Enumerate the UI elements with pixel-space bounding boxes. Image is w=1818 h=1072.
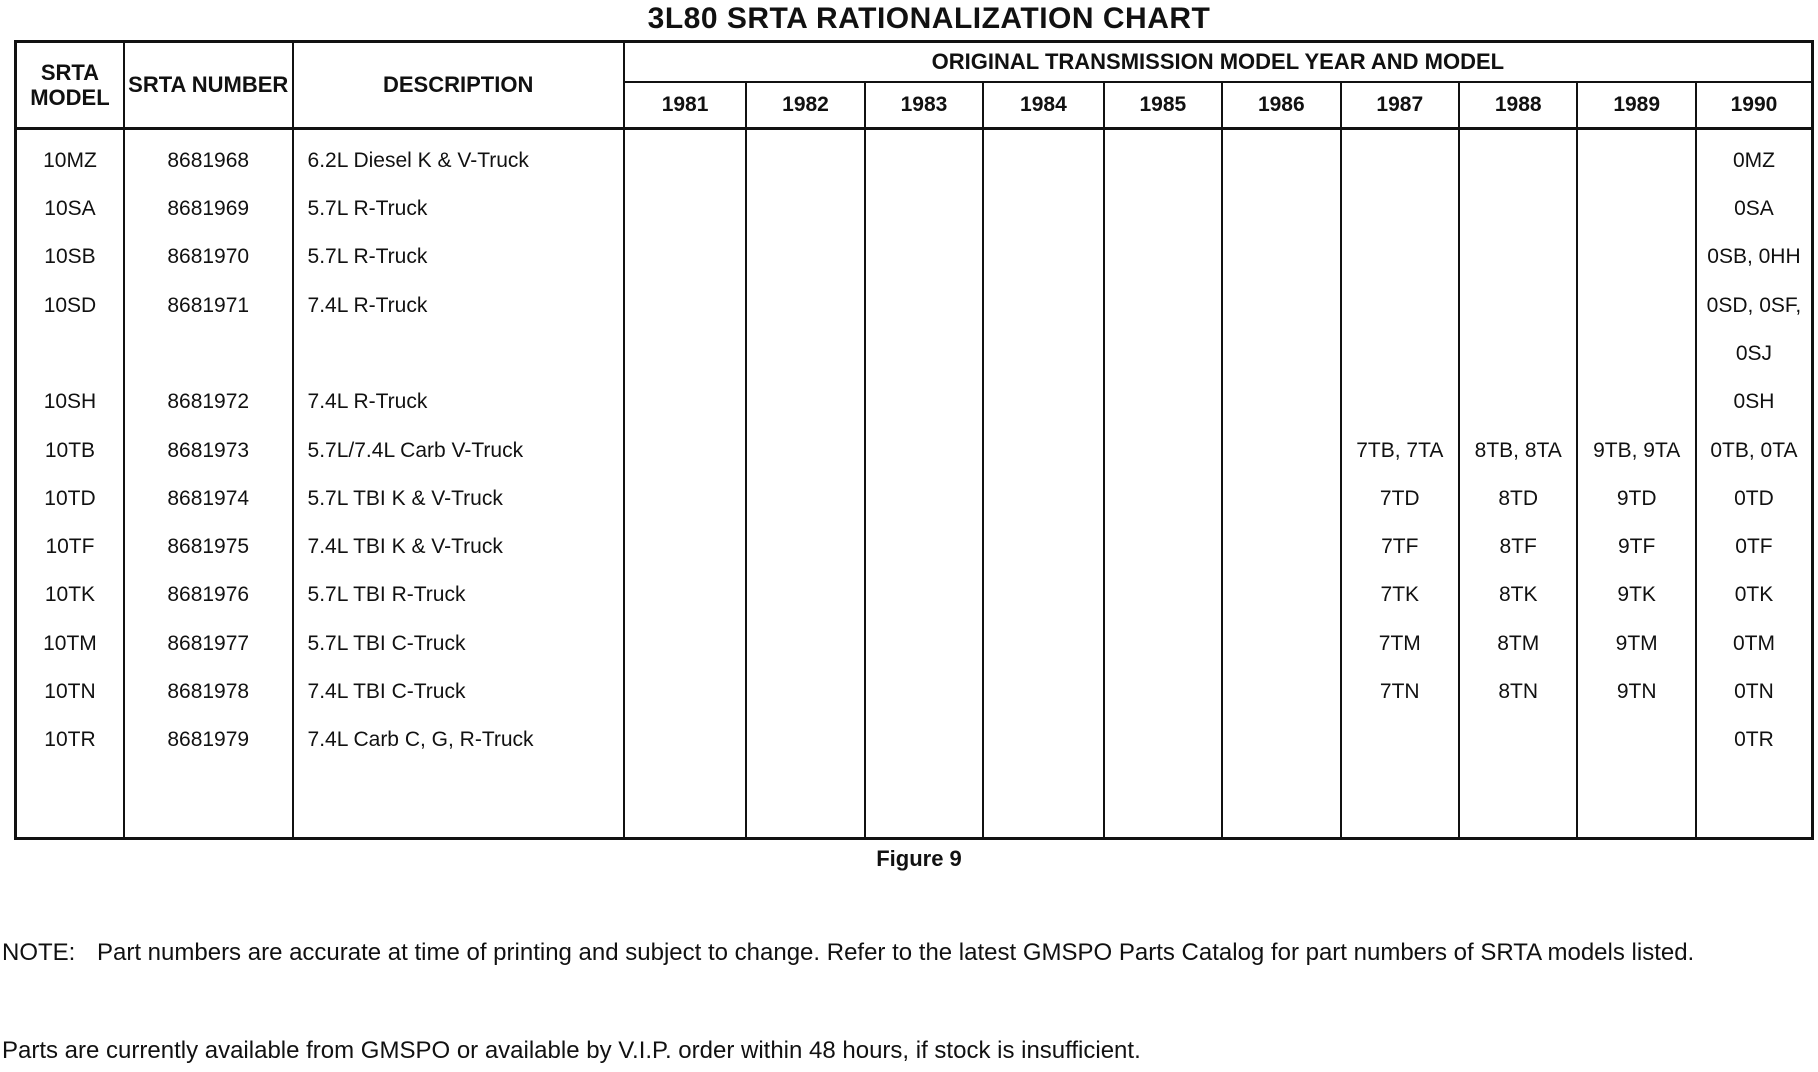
- year-cell-1988: [1459, 185, 1577, 233]
- year-cell-1985: [1104, 378, 1222, 426]
- year-cell-1984: [983, 716, 1103, 764]
- header-year-1985: 1985: [1104, 82, 1222, 129]
- year-cell-1983: [865, 716, 983, 764]
- table-row: [16, 378, 1813, 426]
- header-year-1987: 1987: [1341, 82, 1459, 129]
- srta-model-cell: [16, 330, 124, 378]
- year-cell-1986: [1222, 330, 1340, 378]
- year-cell-1988: 8TN: [1459, 668, 1577, 716]
- year-cell-1990: 0SD, 0SF,: [1696, 282, 1813, 330]
- table-row: [16, 233, 1813, 281]
- year-cell-1982: [746, 330, 864, 378]
- srta-number-cell: 8681973: [124, 426, 293, 474]
- year-cell-1986: [1222, 378, 1340, 426]
- description-cell: 5.7L R-Truck: [293, 233, 624, 281]
- blank-cell: [1577, 764, 1695, 838]
- blank-cell: [124, 764, 293, 838]
- blank-row: [16, 764, 1813, 838]
- blank-cell: [1341, 764, 1459, 838]
- blank-cell: [865, 764, 983, 838]
- year-cell-1985: [1104, 129, 1222, 186]
- year-cell-1988: 8TD: [1459, 475, 1577, 523]
- year-cell-1982: [746, 129, 864, 186]
- year-cell-1988: [1459, 282, 1577, 330]
- blank-cell: [983, 764, 1103, 838]
- year-cell-1987: [1341, 282, 1459, 330]
- description-cell: 5.7L TBI C-Truck: [293, 620, 624, 668]
- year-cell-1982: [746, 668, 864, 716]
- header-year-1988: 1988: [1459, 82, 1577, 129]
- blank-cell: [746, 764, 864, 838]
- srta-model-cell: 10TK: [16, 571, 124, 619]
- year-cell-1983: [865, 330, 983, 378]
- year-cell-1983: [865, 620, 983, 668]
- year-cell-1985: [1104, 571, 1222, 619]
- year-cell-1990: 0TR: [1696, 716, 1813, 764]
- year-cell-1989: [1577, 716, 1695, 764]
- year-cell-1985: [1104, 233, 1222, 281]
- year-cell-1984: [983, 571, 1103, 619]
- year-cell-1987: 7TM: [1341, 620, 1459, 668]
- blank-cell: [1104, 764, 1222, 838]
- chart-title: 3L80 SRTA RATIONALIZATION CHART: [647, 2, 1211, 35]
- year-cell-1989: [1577, 282, 1695, 330]
- year-cell-1989: [1577, 330, 1695, 378]
- header-description: DESCRIPTION: [293, 42, 624, 129]
- description-cell: 5.7L/7.4L Carb V-Truck: [293, 426, 624, 474]
- header-year-1989: 1989: [1577, 82, 1695, 129]
- description-cell: 7.4L TBI K & V-Truck: [293, 523, 624, 571]
- year-cell-1988: 8TK: [1459, 571, 1577, 619]
- year-cell-1986: [1222, 571, 1340, 619]
- year-cell-1986: [1222, 129, 1340, 186]
- note-text: Part numbers are accurate at time of printing and subject to change. Refer to the latest GMSPO Parts Catalog for part numbers of SRTA models listed.: [97, 939, 1695, 966]
- year-cell-1990: 0TK: [1696, 571, 1813, 619]
- srta-number-cell: 8681972: [124, 378, 293, 426]
- year-cell-1982: [746, 426, 864, 474]
- year-cell-1987: [1341, 378, 1459, 426]
- year-cell-1985: [1104, 668, 1222, 716]
- year-cell-1983: [865, 426, 983, 474]
- year-cell-1990: 0TB, 0TA: [1696, 426, 1813, 474]
- srta-model-cell: 10TF: [16, 523, 124, 571]
- year-cell-1982: [746, 716, 864, 764]
- year-cell-1986: [1222, 475, 1340, 523]
- year-cell-1981: [624, 282, 746, 330]
- description-cell: 7.4L R-Truck: [293, 378, 624, 426]
- year-cell-1983: [865, 129, 983, 186]
- srta-model-cell: 10SD: [16, 282, 124, 330]
- srta-model-cell: 10TN: [16, 668, 124, 716]
- header-year-1990: 1990: [1696, 82, 1813, 129]
- srta-number-cell: 8681970: [124, 233, 293, 281]
- srta-number-cell: [124, 330, 293, 378]
- srta-model-cell: 10SH: [16, 378, 124, 426]
- description-cell: [293, 330, 624, 378]
- year-cell-1990: 0SH: [1696, 378, 1813, 426]
- year-cell-1985: [1104, 475, 1222, 523]
- note-block: [2, 937, 1762, 968]
- blank-cell: [16, 764, 124, 838]
- year-cell-1990: 0MZ: [1696, 129, 1813, 186]
- srta-model-cell: 10SA: [16, 185, 124, 233]
- year-cell-1982: [746, 571, 864, 619]
- year-cell-1981: [624, 475, 746, 523]
- year-cell-1989: 9TK: [1577, 571, 1695, 619]
- description-cell: 6.2L Diesel K & V-Truck: [293, 129, 624, 186]
- year-cell-1987: [1341, 129, 1459, 186]
- year-cell-1983: [865, 233, 983, 281]
- year-cell-1981: [624, 330, 746, 378]
- year-cell-1984: [983, 426, 1103, 474]
- srta-number-cell: 8681971: [124, 282, 293, 330]
- srta-number-cell: 8681969: [124, 185, 293, 233]
- description-cell: 5.7L TBI R-Truck: [293, 571, 624, 619]
- year-cell-1984: [983, 233, 1103, 281]
- blank-cell: [1222, 764, 1340, 838]
- srta-number-cell: 8681977: [124, 620, 293, 668]
- srta-model-cell: 10TD: [16, 475, 124, 523]
- year-cell-1988: 8TM: [1459, 620, 1577, 668]
- year-cell-1987: [1341, 330, 1459, 378]
- description-cell: 7.4L R-Truck: [293, 282, 624, 330]
- figure-caption: Figure 9: [876, 846, 962, 871]
- year-cell-1990: 0TD: [1696, 475, 1813, 523]
- year-cell-1985: [1104, 330, 1222, 378]
- table-row: [16, 571, 1813, 619]
- year-cell-1984: [983, 378, 1103, 426]
- year-cell-1987: 7TF: [1341, 523, 1459, 571]
- year-cell-1987: 7TB, 7TA: [1341, 426, 1459, 474]
- year-cell-1983: [865, 475, 983, 523]
- year-cell-1988: [1459, 330, 1577, 378]
- srta-number-cell: 8681968: [124, 129, 293, 186]
- year-cell-1985: [1104, 620, 1222, 668]
- year-cell-1984: [983, 129, 1103, 186]
- rationalization-table: [14, 40, 1814, 840]
- year-cell-1988: [1459, 378, 1577, 426]
- year-cell-1989: [1577, 185, 1695, 233]
- year-cell-1989: 9TD: [1577, 475, 1695, 523]
- year-cell-1985: [1104, 282, 1222, 330]
- year-cell-1984: [983, 475, 1103, 523]
- year-cell-1989: [1577, 378, 1695, 426]
- year-cell-1982: [746, 620, 864, 668]
- year-cell-1984: [983, 668, 1103, 716]
- table-row: [16, 523, 1813, 571]
- year-cell-1990: 0TM: [1696, 620, 1813, 668]
- year-cell-1988: [1459, 129, 1577, 186]
- year-cell-1987: 7TK: [1341, 571, 1459, 619]
- year-cell-1981: [624, 378, 746, 426]
- table-body: [16, 129, 1813, 839]
- table-row: [16, 129, 1813, 186]
- year-cell-1982: [746, 185, 864, 233]
- year-cell-1984: [983, 185, 1103, 233]
- table-row: [16, 185, 1813, 233]
- year-cell-1989: 9TM: [1577, 620, 1695, 668]
- note-label: NOTE:: [2, 939, 76, 966]
- year-cell-1985: [1104, 523, 1222, 571]
- table-row: [16, 426, 1813, 474]
- header-year-group: ORIGINAL TRANSMISSION MODEL YEAR AND MODEL: [624, 42, 1813, 83]
- blank-cell: [293, 764, 624, 838]
- blank-cell: [1696, 764, 1813, 838]
- year-cell-1986: [1222, 620, 1340, 668]
- header-year-1982: 1982: [746, 82, 864, 129]
- srta-number-cell: 8681975: [124, 523, 293, 571]
- year-cell-1986: [1222, 523, 1340, 571]
- year-cell-1987: [1341, 185, 1459, 233]
- srta-model-cell: 10TM: [16, 620, 124, 668]
- year-cell-1987: 7TD: [1341, 475, 1459, 523]
- year-cell-1981: [624, 716, 746, 764]
- description-cell: 5.7L R-Truck: [293, 185, 624, 233]
- blank-cell: [1459, 764, 1577, 838]
- year-cell-1984: [983, 330, 1103, 378]
- description-cell: 7.4L TBI C-Truck: [293, 668, 624, 716]
- year-cell-1981: [624, 668, 746, 716]
- table-row: [16, 716, 1813, 764]
- year-cell-1982: [746, 282, 864, 330]
- year-cell-1985: [1104, 716, 1222, 764]
- year-cell-1981: [624, 233, 746, 281]
- header-srta-model: SRTA MODEL: [16, 42, 124, 129]
- availability-text: Parts are currently available from GMSPO or available by V.I.P. order within 48 hours, if stock is insufficient.: [2, 1037, 1141, 1064]
- year-cell-1986: [1222, 426, 1340, 474]
- srta-model-cell: 10TR: [16, 716, 124, 764]
- year-cell-1988: [1459, 233, 1577, 281]
- year-cell-1989: [1577, 233, 1695, 281]
- year-cell-1981: [624, 129, 746, 186]
- srta-number-cell: 8681979: [124, 716, 293, 764]
- year-cell-1983: [865, 523, 983, 571]
- year-cell-1987: 7TN: [1341, 668, 1459, 716]
- year-cell-1982: [746, 475, 864, 523]
- description-cell: 5.7L TBI K & V-Truck: [293, 475, 624, 523]
- year-cell-1983: [865, 571, 983, 619]
- year-cell-1987: [1341, 233, 1459, 281]
- srta-model-cell: 10MZ: [16, 129, 124, 186]
- year-cell-1983: [865, 668, 983, 716]
- year-cell-1990: 0SB, 0HH: [1696, 233, 1813, 281]
- srta-model-cell: 10SB: [16, 233, 124, 281]
- srta-number-cell: 8681976: [124, 571, 293, 619]
- header-srta-number: SRTA NUMBER: [124, 42, 293, 129]
- year-cell-1984: [983, 523, 1103, 571]
- header-year-1986: 1986: [1222, 82, 1340, 129]
- year-cell-1982: [746, 378, 864, 426]
- year-cell-1982: [746, 233, 864, 281]
- year-cell-1988: 8TB, 8TA: [1459, 426, 1577, 474]
- year-cell-1990: 0TN: [1696, 668, 1813, 716]
- year-cell-1984: [983, 282, 1103, 330]
- year-cell-1988: [1459, 716, 1577, 764]
- year-cell-1987: [1341, 716, 1459, 764]
- year-cell-1981: [624, 571, 746, 619]
- year-cell-1986: [1222, 716, 1340, 764]
- year-cell-1990: 0SA: [1696, 185, 1813, 233]
- table-row: [16, 668, 1813, 716]
- year-cell-1983: [865, 282, 983, 330]
- year-cell-1990: 0TF: [1696, 523, 1813, 571]
- year-cell-1983: [865, 185, 983, 233]
- year-cell-1985: [1104, 185, 1222, 233]
- year-cell-1981: [624, 185, 746, 233]
- year-cell-1981: [624, 620, 746, 668]
- year-cell-1989: 9TN: [1577, 668, 1695, 716]
- year-cell-1986: [1222, 282, 1340, 330]
- blank-cell: [624, 764, 746, 838]
- table-row: [16, 620, 1813, 668]
- srta-number-cell: 8681974: [124, 475, 293, 523]
- srta-model-cell: 10TB: [16, 426, 124, 474]
- description-cell: 7.4L Carb C, G, R-Truck: [293, 716, 624, 764]
- year-cell-1983: [865, 378, 983, 426]
- year-cell-1981: [624, 426, 746, 474]
- year-cell-1986: [1222, 233, 1340, 281]
- year-cell-1981: [624, 523, 746, 571]
- year-cell-1986: [1222, 185, 1340, 233]
- table-row: [16, 330, 1813, 378]
- table-row: [16, 282, 1813, 330]
- year-cell-1985: [1104, 426, 1222, 474]
- year-cell-1988: 8TF: [1459, 523, 1577, 571]
- srta-number-cell: 8681978: [124, 668, 293, 716]
- year-cell-1989: [1577, 129, 1695, 186]
- header-year-1983: 1983: [865, 82, 983, 129]
- year-cell-1986: [1222, 668, 1340, 716]
- header-year-1984: 1984: [983, 82, 1103, 129]
- header-year-1981: 1981: [624, 82, 746, 129]
- year-cell-1989: 9TF: [1577, 523, 1695, 571]
- year-cell-1990: 0SJ: [1696, 330, 1813, 378]
- table-row: [16, 475, 1813, 523]
- year-cell-1989: 9TB, 9TA: [1577, 426, 1695, 474]
- year-cell-1984: [983, 620, 1103, 668]
- year-cell-1982: [746, 523, 864, 571]
